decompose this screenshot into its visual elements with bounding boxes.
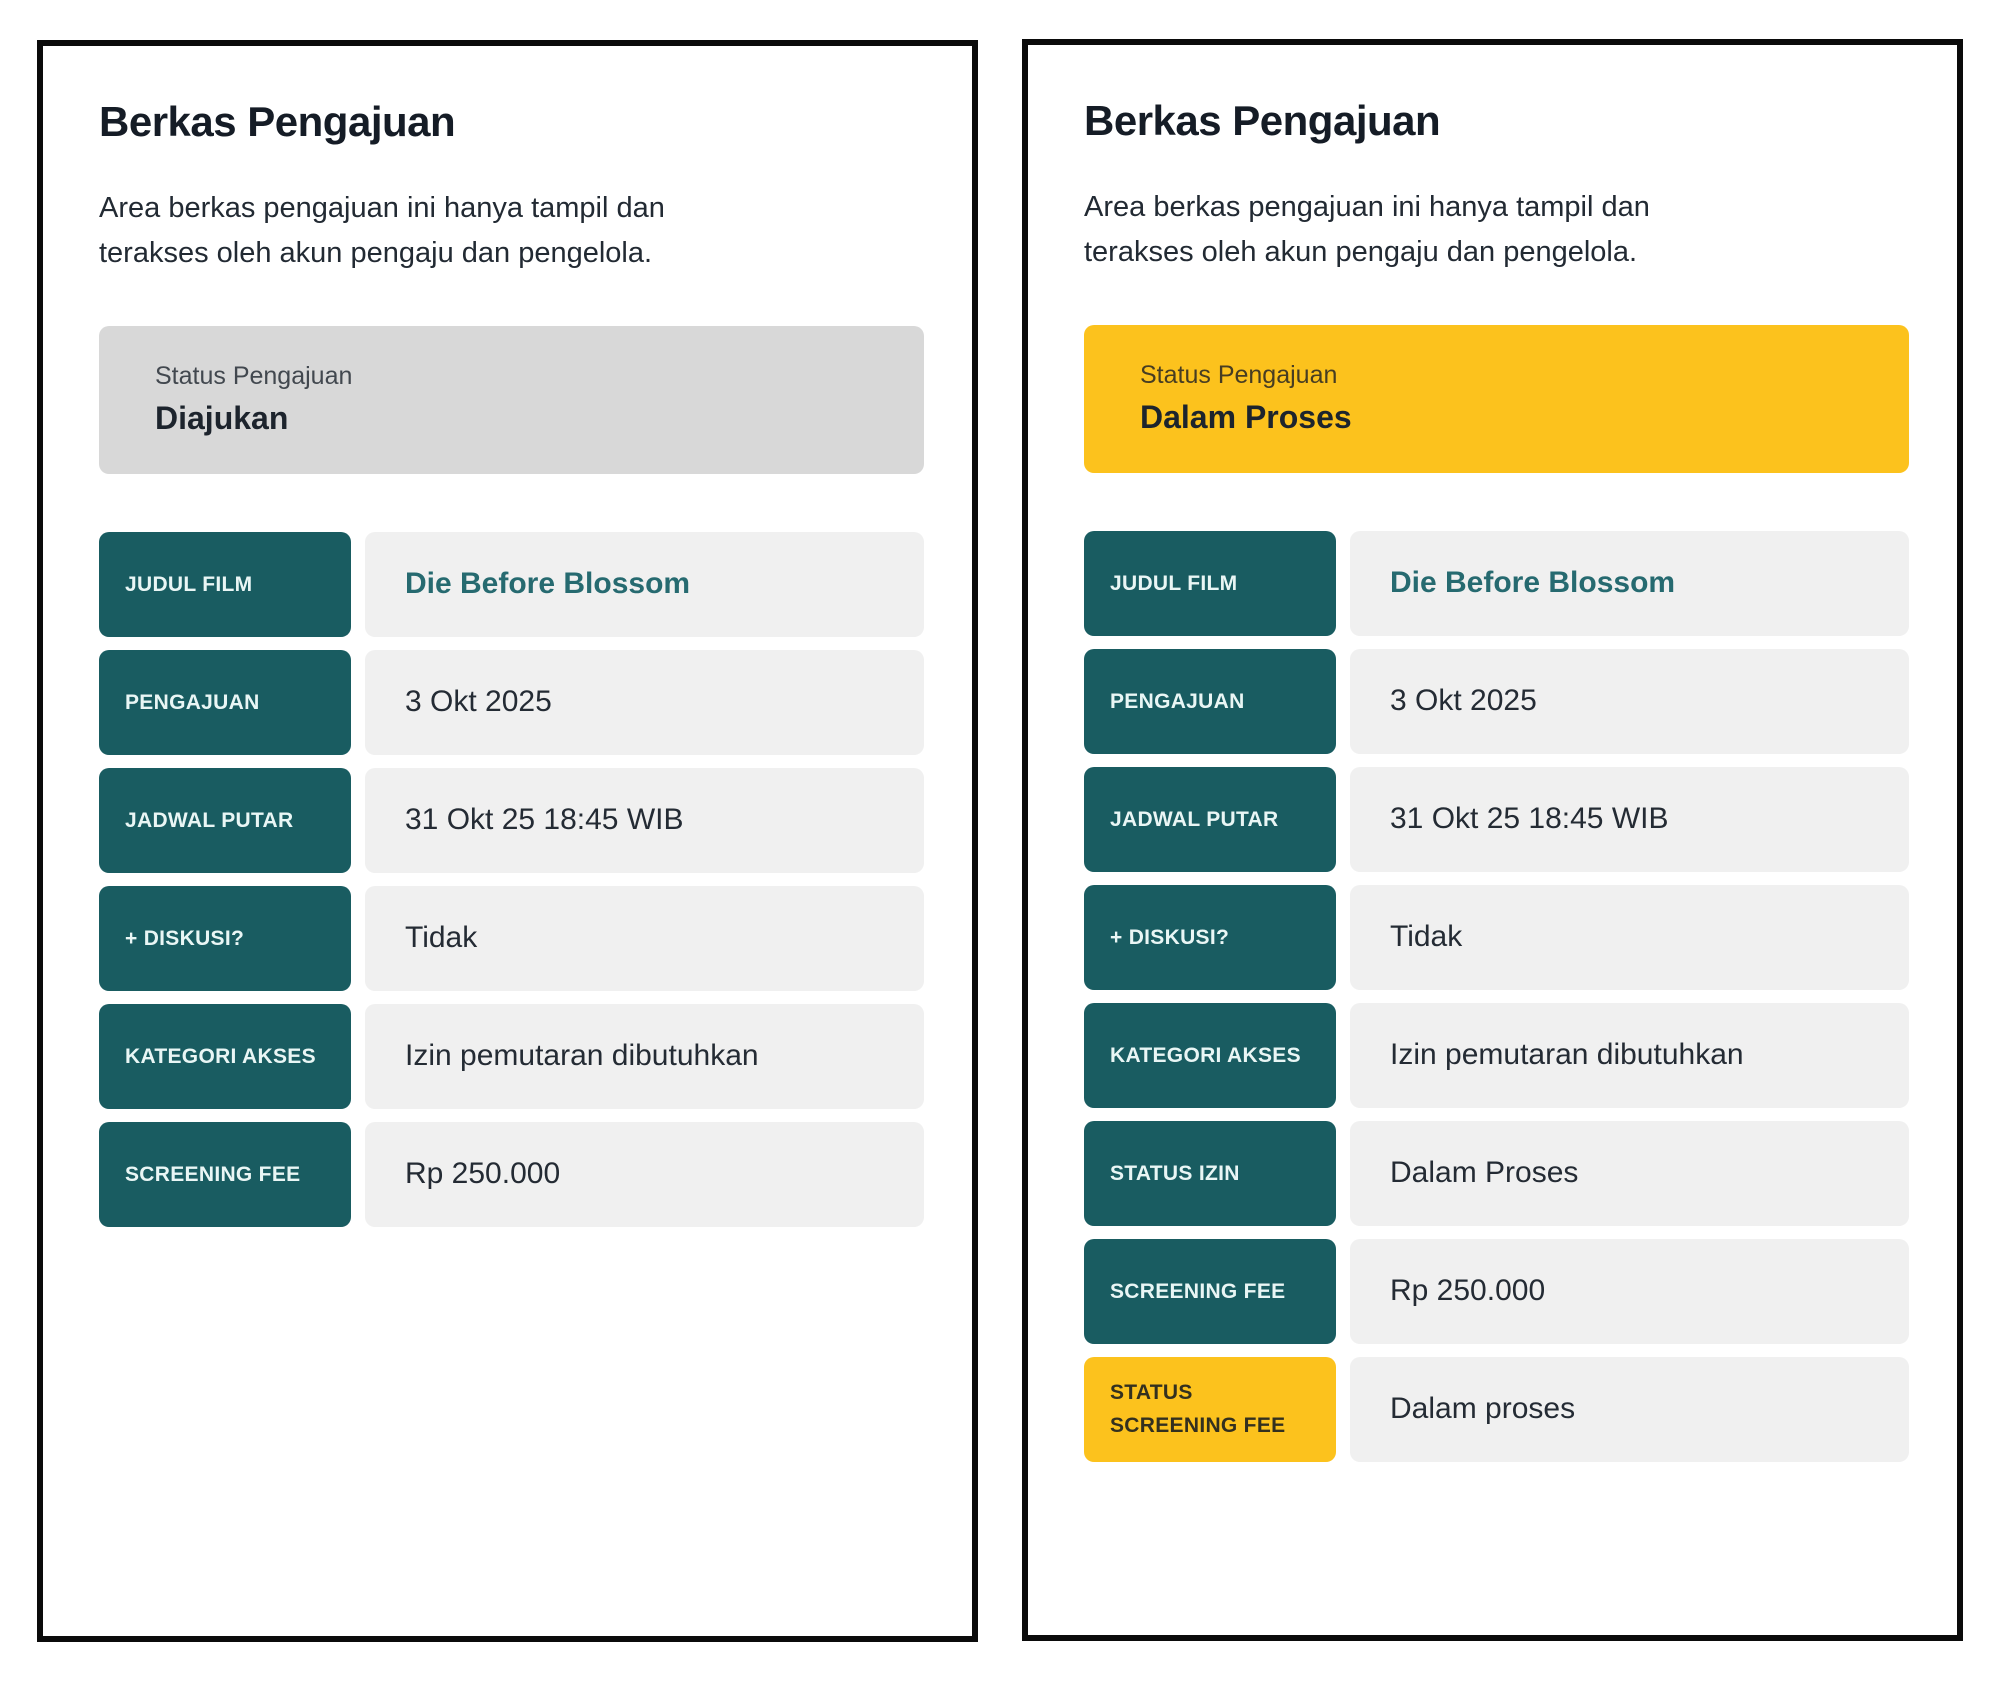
panel-description: Area berkas pengajuan ini hanya tampil dan terakses oleh akun pengaju dan pengelola.: [1084, 191, 1650, 268]
table-row-jadwal-putar: [1084, 767, 1909, 872]
status-box-label: Status Pengajuan: [1140, 361, 1338, 390]
status-box-value: Diajukan: [155, 400, 289, 437]
row-value-diskusi: Tidak: [365, 886, 924, 991]
row-label-judul-film: JUDUL FILM: [99, 532, 351, 637]
row-value-kategori-akses: Izin pemutaran dibutuhkan: [1350, 1003, 1909, 1108]
table-row-status-izin: [1084, 1121, 1909, 1226]
detail-rows: [99, 532, 924, 1227]
row-value-screening-fee: Rp 250.000: [1350, 1239, 1909, 1344]
table-row-judul-film: [1084, 531, 1909, 636]
row-value-pengajuan: 3 Okt 2025: [1350, 649, 1909, 754]
row-label-pengajuan: PENGAJUAN: [99, 650, 351, 755]
table-row-diskusi: [99, 886, 924, 991]
row-value-jadwal-putar: 31 Okt 25 18:45 WIB: [1350, 767, 1909, 872]
row-label-screening-fee: SCREENING FEE: [1084, 1239, 1336, 1344]
row-value-judul-film: [365, 532, 924, 637]
row-label-diskusi: + DISKUSI?: [99, 886, 351, 991]
table-row-pengajuan: [1084, 649, 1909, 754]
film-title-link[interactable]: Die Before Blossom: [405, 567, 691, 601]
status-box-value: Dalam Proses: [1140, 399, 1352, 436]
row-value-status-izin: Dalam Proses: [1350, 1121, 1909, 1226]
panel-description: Area berkas pengajuan ini hanya tampil dan terakses oleh akun pengaju dan pengelola.: [99, 192, 665, 269]
page-title: Berkas Pengajuan: [99, 98, 456, 145]
table-row-jadwal-putar: [99, 768, 924, 873]
row-value-kategori-akses: Izin pemutaran dibutuhkan: [365, 1004, 924, 1109]
detail-rows: [1084, 531, 1909, 1462]
row-label-jadwal-putar: JADWAL PUTAR: [1084, 767, 1336, 872]
page-title: Berkas Pengajuan: [1084, 97, 1441, 144]
submission-panel-diajukan: [37, 40, 978, 1642]
row-value-jadwal-putar: 31 Okt 25 18:45 WIB: [365, 768, 924, 873]
row-label-kategori-akses: KATEGORI AKSES: [99, 1004, 351, 1109]
film-title-link[interactable]: Die Before Blossom: [1390, 566, 1676, 600]
row-value-diskusi: Tidak: [1350, 885, 1909, 990]
status-pengajuan-box: [99, 326, 924, 474]
table-row-kategori-akses: [99, 1004, 924, 1109]
row-label-status-screening-fee: STATUS SCREENING FEE: [1084, 1357, 1336, 1462]
row-label-pengajuan: PENGAJUAN: [1084, 649, 1336, 754]
table-row-pengajuan: [99, 650, 924, 755]
row-value-pengajuan: 3 Okt 2025: [365, 650, 924, 755]
table-row-diskusi: [1084, 885, 1909, 990]
row-label-diskusi: + DISKUSI?: [1084, 885, 1336, 990]
row-label-jadwal-putar: JADWAL PUTAR: [99, 768, 351, 873]
row-value-screening-fee: Rp 250.000: [365, 1122, 924, 1227]
row-label-screening-fee: SCREENING FEE: [99, 1122, 351, 1227]
row-value-status-screening-fee: Dalam proses: [1350, 1357, 1909, 1462]
table-row-status-screening-fee: [1084, 1357, 1909, 1462]
row-value-judul-film: [1350, 531, 1909, 636]
table-row-kategori-akses: [1084, 1003, 1909, 1108]
submission-panel-dalam-proses: [1022, 39, 1963, 1641]
row-label-status-izin: STATUS IZIN: [1084, 1121, 1336, 1226]
status-box-label: Status Pengajuan: [155, 362, 353, 391]
table-row-screening-fee: [1084, 1239, 1909, 1344]
table-row-screening-fee: [99, 1122, 924, 1227]
table-row-judul-film: [99, 532, 924, 637]
row-label-judul-film: JUDUL FILM: [1084, 531, 1336, 636]
status-pengajuan-box: [1084, 325, 1909, 473]
row-label-kategori-akses: KATEGORI AKSES: [1084, 1003, 1336, 1108]
